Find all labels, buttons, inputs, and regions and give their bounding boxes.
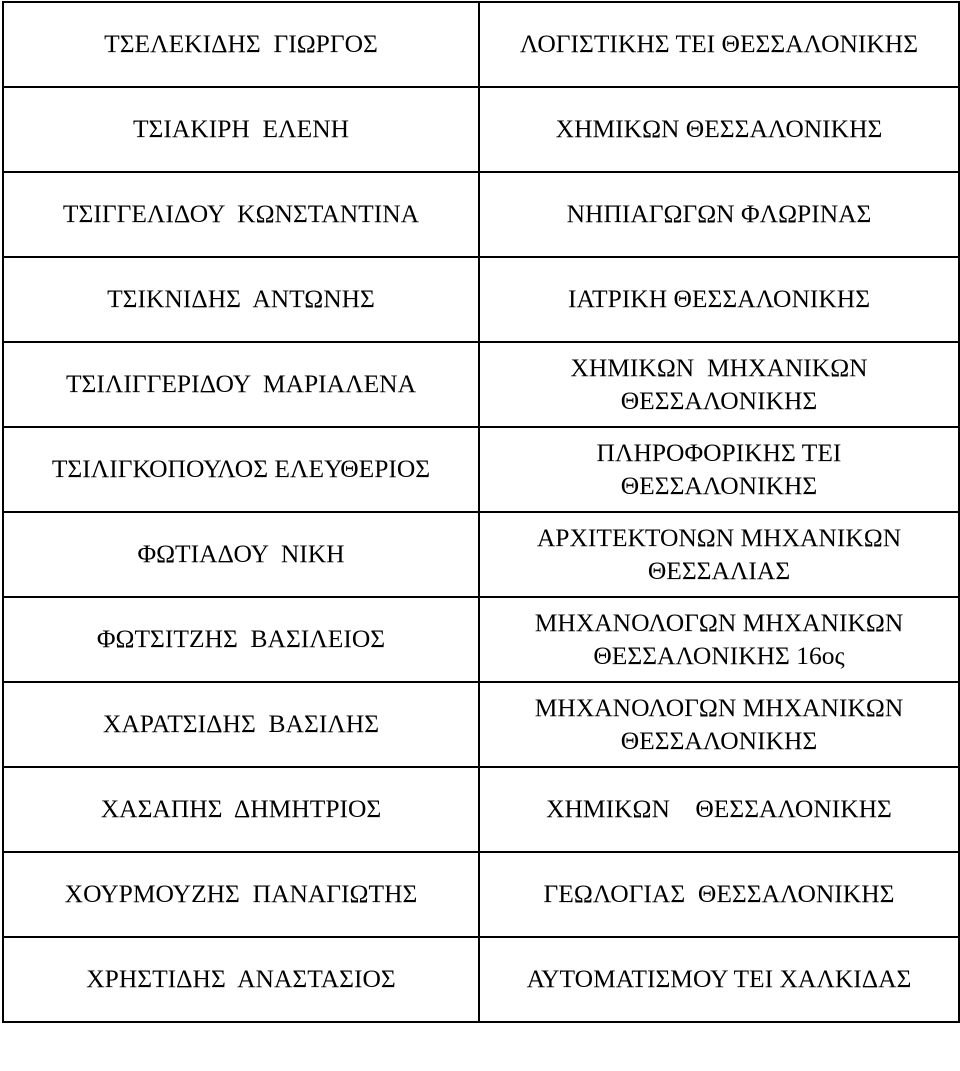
table-row (3, 2, 959, 87)
name-cell: ΧΑΡΑΤΣΙΔΗΣ ΒΑΣΙΛΗΣ (3, 682, 479, 767)
table-row (3, 767, 959, 852)
table-row (3, 512, 959, 597)
name-cell: ΤΣΙΛΙΓΓΕΡΙΔΟΥ ΜΑΡΙΑΛΕΝΑ (3, 342, 479, 427)
name-cell: ΤΣΙΑΚΙΡΗ ΕΛΕΝΗ (3, 87, 479, 172)
department-cell: ΧΗΜΙΚΩΝ ΘΕΣΣΑΛΟΝΙΚΗΣ (479, 767, 959, 852)
name-cell: ΤΣΕΛΕΚΙΔΗΣ ΓΙΩΡΓΟΣ (3, 2, 479, 87)
department-cell: ΠΛΗΡΟΦΟΡΙΚΗΣ ΤΕΙ ΘΕΣΣΑΛΟΝΙΚΗΣ (479, 427, 959, 512)
name-cell: ΧΡΗΣΤΙΔΗΣ ΑΝΑΣΤΑΣΙΟΣ (3, 937, 479, 1022)
name-cell: ΤΣΙΓΓΕΛΙΔΟΥ ΚΩΝΣΤΑΝΤΙΝΑ (3, 172, 479, 257)
name-cell: ΧΟΥΡΜΟΥΖΗΣ ΠΑΝΑΓΙΩΤΗΣ (3, 852, 479, 937)
table-row (3, 682, 959, 767)
results-table-body (3, 2, 959, 1022)
table-row (3, 427, 959, 512)
name-cell: ΤΣΙΚΝΙΔΗΣ ΑΝΤΩΝΗΣ (3, 257, 479, 342)
results-table (2, 1, 960, 1023)
name-cell: ΦΩΤΣΙΤΖΗΣ ΒΑΣΙΛΕΙΟΣ (3, 597, 479, 682)
table-row (3, 852, 959, 937)
table-row (3, 257, 959, 342)
table-row (3, 87, 959, 172)
department-cell: ΑΡΧΙΤΕΚΤΟΝΩΝ ΜΗΧΑΝΙΚΩΝ ΘΕΣΣΑΛΙΑΣ (479, 512, 959, 597)
department-cell: ΝΗΠΙΑΓΩΓΩΝ ΦΛΩΡΙΝΑΣ (479, 172, 959, 257)
department-cell: ΧΗΜΙΚΩΝ ΘΕΣΣΑΛΟΝΙΚΗΣ (479, 87, 959, 172)
department-cell: ΑΥΤΟΜΑΤΙΣΜΟΥ ΤΕΙ ΧΑΛΚΙΔΑΣ (479, 937, 959, 1022)
department-cell: ΓΕΩΛΟΓΙΑΣ ΘΕΣΣΑΛΟΝΙΚΗΣ (479, 852, 959, 937)
table-row (3, 342, 959, 427)
name-cell: ΧΑΣΑΠΗΣ ΔΗΜΗΤΡΙΟΣ (3, 767, 479, 852)
table-row (3, 172, 959, 257)
department-cell: ΙΑΤΡΙΚΗ ΘΕΣΣΑΛΟΝΙΚΗΣ (479, 257, 959, 342)
department-cell: ΛΟΓΙΣΤΙΚΗΣ ΤΕΙ ΘΕΣΣΑΛΟΝΙΚΗΣ (479, 2, 959, 87)
name-cell: ΤΣΙΛΙΓΚΟΠΟΥΛΟΣ ΕΛΕΥΘΕΡΙΟΣ (3, 427, 479, 512)
department-cell: ΧΗΜΙΚΩΝ ΜΗΧΑΝΙΚΩΝ ΘΕΣΣΑΛΟΝΙΚΗΣ (479, 342, 959, 427)
table-row (3, 937, 959, 1022)
table-row (3, 597, 959, 682)
department-cell: ΜΗΧΑΝΟΛΟΓΩΝ ΜΗΧΑΝΙΚΩΝ ΘΕΣΣΑΛΟΝΙΚΗΣ 16ος (479, 597, 959, 682)
department-cell: ΜΗΧΑΝΟΛΟΓΩΝ ΜΗΧΑΝΙΚΩΝ ΘΕΣΣΑΛΟΝΙΚΗΣ (479, 682, 959, 767)
name-cell: ΦΩΤΙΑΔΟΥ ΝΙΚΗ (3, 512, 479, 597)
